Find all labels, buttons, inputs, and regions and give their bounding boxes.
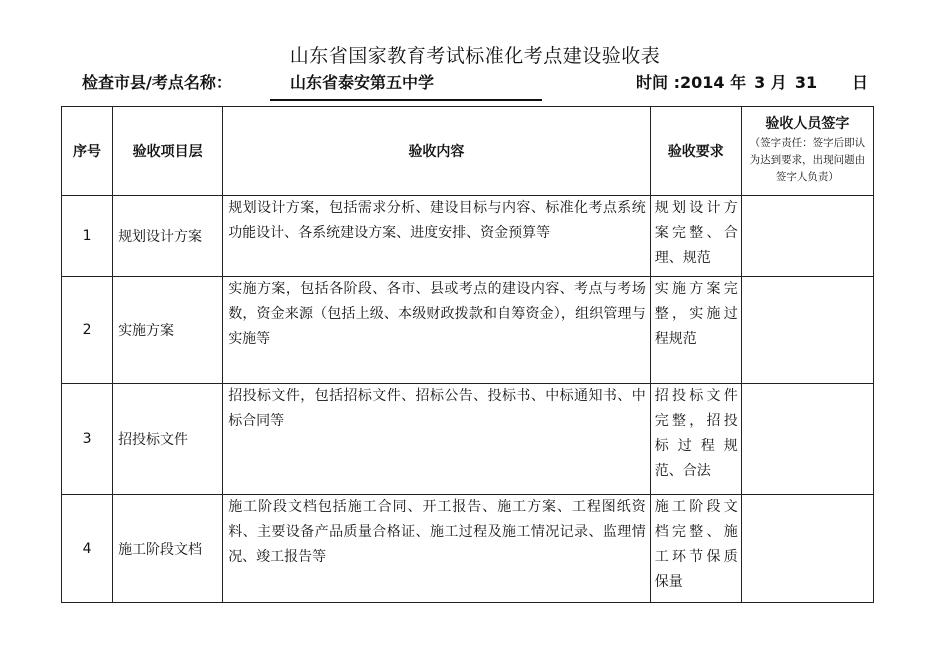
row-number: 3 bbox=[62, 384, 113, 495]
row-item: 施工阶段文档 bbox=[113, 495, 223, 603]
row-signature-cell[interactable] bbox=[741, 495, 873, 603]
table-row bbox=[62, 196, 874, 277]
row-requirement: 招投标文件完整，招投标过程规范、合法 bbox=[650, 384, 741, 495]
header-no: 序号 bbox=[62, 107, 113, 196]
row-item: 规划设计方案 bbox=[113, 196, 223, 277]
header-requirement: 验收要求 bbox=[650, 107, 741, 196]
inspection-site-label: 检查市县/考点名称： bbox=[82, 73, 232, 92]
acceptance-table bbox=[61, 106, 874, 603]
row-number: 1 bbox=[62, 196, 113, 277]
row-content: 规划设计方案，包括需求分析、建设目标与内容、标准化考点系统功能设计、各系统建设方案、进度安排、资金预算等 bbox=[223, 196, 651, 277]
row-requirement: 规划设计方案完整、合理、规范 bbox=[650, 196, 741, 277]
school-name-underline bbox=[270, 99, 542, 101]
inspection-date bbox=[636, 70, 817, 93]
row-signature-cell[interactable] bbox=[741, 196, 873, 277]
signature-title: 验收人员签字 bbox=[765, 115, 850, 132]
row-signature-cell[interactable] bbox=[741, 277, 873, 384]
row-content: 施工阶段文档包括施工合同、开工报告、施工方案、工程图纸资料、主要设备产品质量合格证、施工过程及施工情况记录、监理情况、竣工报告等 bbox=[223, 495, 651, 603]
table-row bbox=[62, 495, 874, 603]
row-item: 实施方案 bbox=[113, 277, 223, 384]
date-day-label: 日 bbox=[852, 73, 869, 92]
date-month: 3 月 bbox=[754, 73, 787, 92]
table-header-row bbox=[62, 107, 874, 196]
row-requirement: 施工阶段文档完整、施工环节保质保量 bbox=[650, 495, 741, 603]
row-number: 2 bbox=[62, 277, 113, 384]
school-name: 山东省泰安第五中学 bbox=[290, 73, 435, 92]
row-item: 招投标文件 bbox=[113, 384, 223, 495]
table-row bbox=[62, 277, 874, 384]
header-signature bbox=[741, 107, 873, 196]
row-requirement: 实施方案完整，实施过程规范 bbox=[650, 277, 741, 384]
row-content: 实施方案，包括各阶段、各市、县或考点的建设内容、考点与考场数，资金来源（包括上级、本级财政拨款和自筹资金），组织管理与实施等 bbox=[223, 277, 651, 384]
date-day-number: 31 bbox=[794, 73, 818, 92]
row-content: 招投标文件，包括招标文件、招标公告、投标书、中标通知书、中标合同等 bbox=[223, 384, 651, 495]
document-title: 山东省国家教育考试标准化考点建设验收表 bbox=[289, 45, 661, 67]
table-row bbox=[62, 384, 874, 495]
header-item: 验收项目层 bbox=[113, 107, 223, 196]
signature-note: （签字责任：签字后即认为达到要求，出现问题由签字人负责） bbox=[749, 136, 866, 183]
date-year: 2014 年 bbox=[679, 73, 747, 92]
header-content: 验收内容 bbox=[223, 107, 651, 196]
row-number: 4 bbox=[62, 495, 113, 603]
row-signature-cell[interactable] bbox=[741, 384, 873, 495]
time-label: 时间 : bbox=[636, 73, 680, 92]
